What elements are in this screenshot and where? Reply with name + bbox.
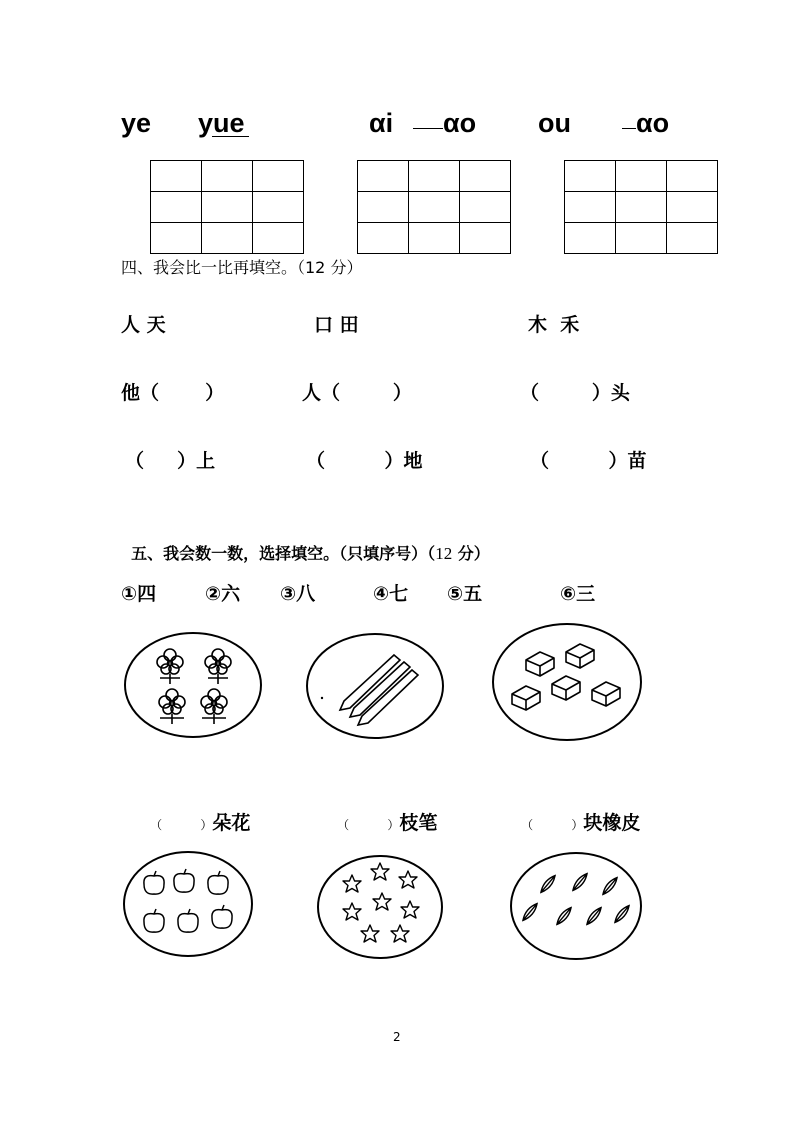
section5-heading bbox=[121, 529, 490, 562]
blank-underline bbox=[622, 128, 636, 129]
pinyin-yue-ue: ue bbox=[213, 108, 245, 138]
option-5: ⑤五 bbox=[447, 583, 483, 605]
pinyin-ao-1: αo bbox=[443, 108, 477, 138]
option-2: ②六 bbox=[205, 583, 241, 605]
section5-heading-text: 五、我会数一数，选择填空。（只填序号）（ bbox=[131, 544, 436, 563]
section5-points: 12 bbox=[435, 544, 453, 563]
unit-label: 块橡皮 bbox=[583, 812, 641, 834]
option-3: ③八 bbox=[280, 583, 316, 605]
stars-picture bbox=[314, 852, 449, 964]
section4-heading: 四、我会比一比再填空。（12 分） bbox=[121, 258, 363, 277]
flowers-picture bbox=[120, 630, 270, 740]
erasers-picture bbox=[488, 620, 646, 745]
char-pair-3: 木 禾 bbox=[528, 314, 580, 336]
answer-erasers[interactable] bbox=[511, 795, 641, 834]
fill-blank-di[interactable]: （ ）地 bbox=[306, 450, 423, 472]
blank-underline bbox=[413, 128, 443, 129]
unit-label: 枝笔 bbox=[399, 812, 438, 834]
char-pair-2: 口 田 bbox=[314, 314, 359, 336]
fill-blank-miao[interactable]: （ ）苗 bbox=[530, 450, 647, 472]
pinyin-ye: ye bbox=[121, 108, 152, 138]
pinyin-ao-2: αo bbox=[636, 108, 670, 138]
writing-grid-1[interactable] bbox=[150, 160, 304, 254]
option-4: ④七 bbox=[373, 583, 409, 605]
answer-pencils[interactable] bbox=[327, 795, 438, 834]
option-6: ⑥三 bbox=[560, 583, 596, 605]
section5-heading-end: 分） bbox=[452, 544, 490, 563]
pencils-picture bbox=[302, 630, 450, 742]
option-1: ①四 bbox=[121, 583, 157, 605]
writing-grid-2[interactable] bbox=[357, 160, 511, 254]
answer-blank[interactable]: （ ） bbox=[337, 818, 400, 832]
pinyin-ou: ou bbox=[538, 108, 571, 138]
writing-grid-3[interactable] bbox=[564, 160, 718, 254]
fill-blank-shang[interactable]: （ ）上 bbox=[125, 450, 216, 472]
page-number: 2 bbox=[393, 1030, 401, 1044]
fill-blank-tou[interactable]: （ ）头 bbox=[520, 382, 630, 404]
answer-flowers[interactable] bbox=[140, 795, 251, 834]
fill-blank-ta[interactable]: 他（ ） bbox=[121, 382, 225, 404]
unit-label: 朵花 bbox=[212, 812, 251, 834]
pinyin-yue-y: y bbox=[198, 108, 214, 138]
pinyin-ai: αi bbox=[369, 108, 394, 138]
answer-blank[interactable]: （ ） bbox=[150, 818, 213, 832]
blank-underline bbox=[212, 136, 249, 137]
fill-blank-ren[interactable]: 人（ ） bbox=[302, 382, 412, 404]
char-pair-1: 人 天 bbox=[121, 314, 166, 336]
leaves-picture bbox=[506, 848, 648, 964]
pinyin-yue bbox=[198, 110, 245, 137]
answer-blank[interactable]: （ ） bbox=[521, 818, 584, 832]
apples-picture bbox=[120, 848, 260, 960]
